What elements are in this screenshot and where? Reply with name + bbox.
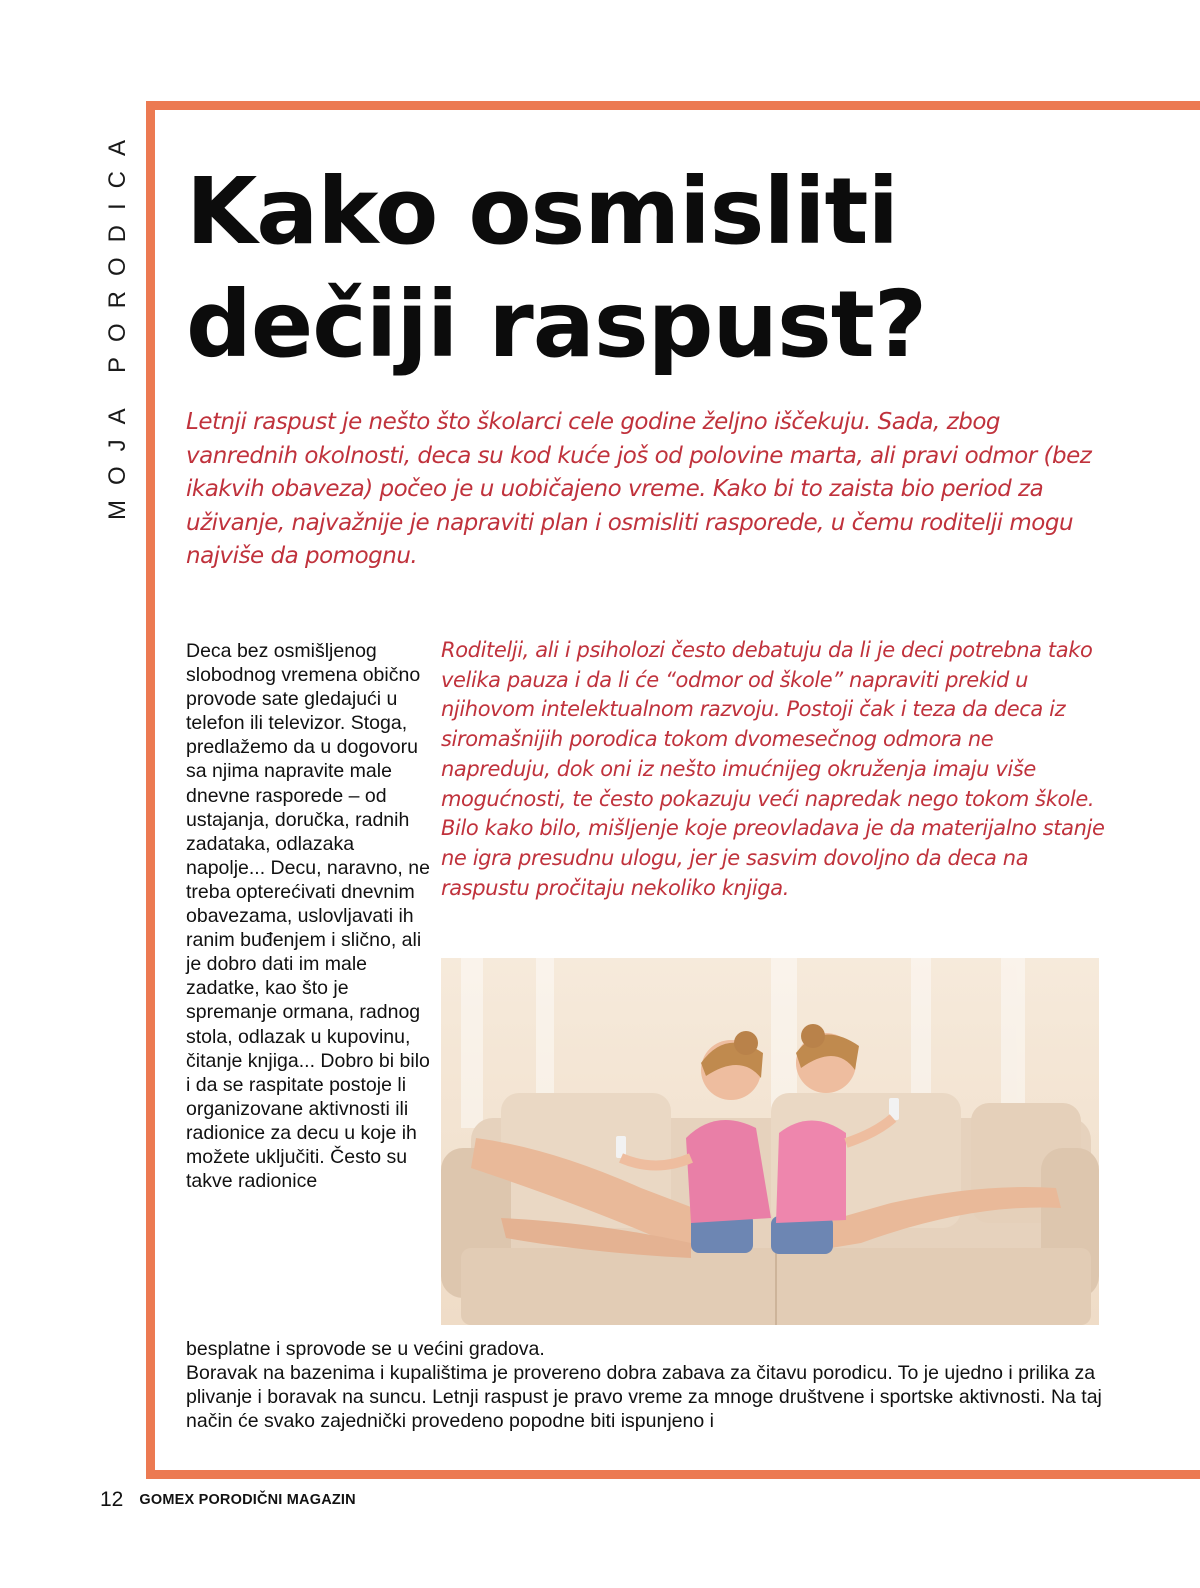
left-column-text: Deca bez osmišljenog slobodnog vremena obično provode sate gledajući u telefon ili televizor. Stoga, predlažemo da u dogovoru sa njima napravite male dnevne rasporede – od ustajanja, doručka, radnih zadataka, odlazaka napolje... Decu, naravno, ne treba opterećivati dnevnim obavezama, uslovljavati ih ranim buđenjem i slično, ali je dobro dati im male zadatke, kao što je spremanje ormana, radnog stola, odlazak u kupovinu, čitanje knjiga... Dobro bi bilo i da se raspitate postoje li organizovane aktivnosti ili radionice za decu u koje ih možete uključiti. Često su takve radionice: [186, 640, 430, 1193]
bottom-text-line: besplatne i sprovode se u većini gradova.: [186, 1338, 545, 1360]
section-label: MOJA PORODICA: [104, 124, 131, 520]
pull-quote: Roditelji, ali i psiholozi često debatuju da li je deci potrebna tako velika pauza i da li će “odmor od škole” napraviti prekid u njihovom intelektualnom razvoju. Postoji čak i teza da deca iz siromašnijih porodica tokom dvomesečnog odmora ne napreduju, dok oni iz nešto imućnijeg okruženja imaju više mogućnosti, te često pokazuju veći napredak nego tokom škole. Bilo kako bilo, mišljenje koje preovladava je da materijalno stanje ne igra presudnu ulogu, jer je sasvim dovoljno da deca na raspustu pročitaju nekoliko knjiga.: [441, 638, 1105, 900]
bottom-text-paragraph: Boravak na bazenima i kupalištima je provereno dobra zabava za čitavu porodicu. To je ujedno i prilika za plivanje i boravak na suncu. Letnji raspust je pravo vreme za mnoge društvene i sportske aktivnosti. Na taj način će svako zajednički provedeno popodne biti ispunjeno i: [186, 1362, 1102, 1433]
page-footer: [100, 1486, 356, 1514]
article-title: Kako osmisliti dečiji raspust?: [186, 158, 927, 378]
bottom-text: [186, 1337, 1116, 1433]
page-number: 12: [100, 1488, 124, 1511]
article-intro: Letnji raspust je nešto što školarci cele godine željno iščekuju. Sada, zbog vanrednih okolnosti, deca su kod kuće još od polovine marta, ali pravi odmor (bez ikakvih obaveza) počeo je u uobičajeno vreme. Kako bi to zaista bio period za uživanje, najvažnije je napraviti plan i osmisliti rasporede, u čemu roditelji mogu najviše da pomognu.: [186, 409, 1092, 569]
photo-two-girls-sofa: [441, 958, 1099, 1325]
magazine-name: GOMEX PORODIČNI MAGAZIN: [139, 1492, 356, 1508]
article-photo: [441, 958, 1099, 1325]
